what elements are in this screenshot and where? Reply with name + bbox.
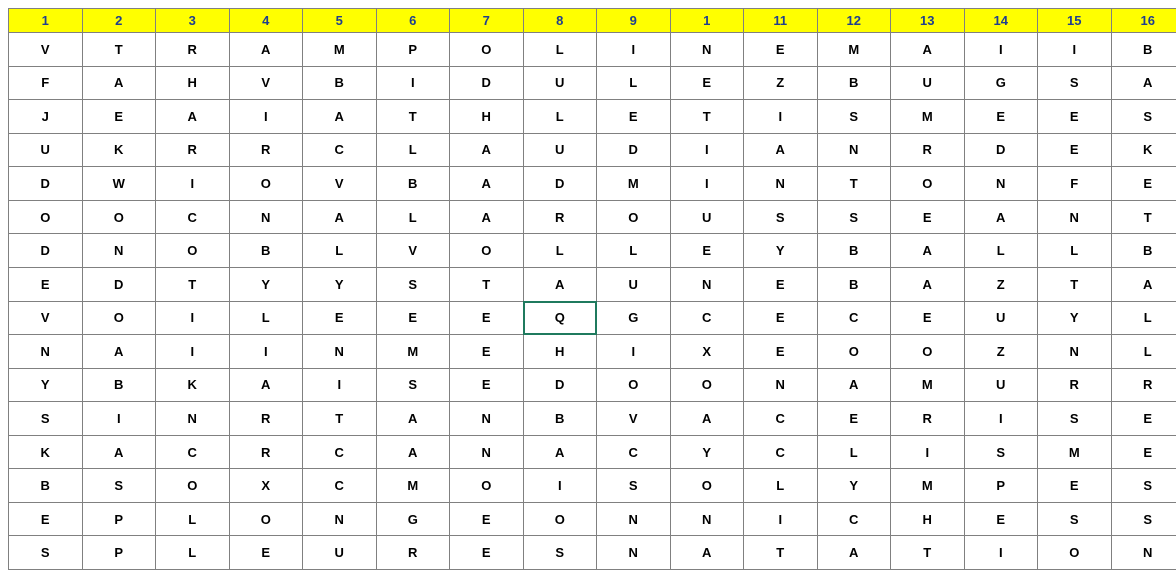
grid-cell[interactable]: C [744, 402, 818, 436]
grid-cell[interactable]: R [156, 33, 230, 67]
grid-cell[interactable]: E [376, 301, 450, 335]
grid-cell[interactable]: A [450, 167, 524, 201]
grid-cell[interactable]: O [82, 301, 156, 335]
grid-cell[interactable]: I [229, 335, 303, 369]
grid-cell[interactable]: L [376, 200, 450, 234]
grid-cell[interactable]: V [229, 66, 303, 100]
grid-cell[interactable]: M [891, 368, 965, 402]
grid-cell[interactable]: B [82, 368, 156, 402]
grid-cell[interactable]: A [670, 536, 744, 570]
grid-cell[interactable]: S [817, 100, 891, 134]
grid-cell[interactable]: A [156, 100, 230, 134]
grid-cell[interactable]: U [964, 301, 1038, 335]
grid-cell[interactable]: D [597, 133, 671, 167]
grid-cell[interactable]: Z [964, 267, 1038, 301]
grid-cell[interactable]: N [156, 402, 230, 436]
grid-cell[interactable]: O [1038, 536, 1112, 570]
grid-row [9, 200, 1176, 234]
grid-cell[interactable]: E [450, 335, 524, 369]
grid-cell[interactable]: E [303, 301, 377, 335]
grid-cell[interactable]: A [450, 133, 524, 167]
word-search-grid-container [8, 8, 1168, 570]
grid-cell[interactable]: G [964, 66, 1038, 100]
grid-cell[interactable]: N [1111, 536, 1176, 570]
grid-cell[interactable]: A [817, 368, 891, 402]
grid-cell[interactable]: O [450, 469, 524, 503]
grid-cell[interactable]: F [1038, 167, 1112, 201]
grid-cell[interactable]: E [891, 200, 965, 234]
grid-cell[interactable]: A [229, 33, 303, 67]
grid-cell[interactable]: N [303, 502, 377, 536]
grid-cell[interactable]: T [1111, 200, 1176, 234]
grid-cell[interactable]: O [82, 200, 156, 234]
grid-cell[interactable]: A [1111, 66, 1176, 100]
grid-cell[interactable]: O [597, 200, 671, 234]
grid-cell[interactable]: L [744, 469, 818, 503]
grid-cell[interactable]: M [597, 167, 671, 201]
grid-cell[interactable]: E [964, 502, 1038, 536]
grid-cell[interactable]: B [9, 469, 83, 503]
grid-cell[interactable]: X [670, 335, 744, 369]
grid-cell[interactable]: N [82, 234, 156, 268]
grid-cell[interactable]: C [303, 435, 377, 469]
grid-cell[interactable]: S [964, 435, 1038, 469]
grid-cell[interactable]: P [82, 502, 156, 536]
grid-cell[interactable]: S [817, 200, 891, 234]
grid-cell[interactable]: A [450, 200, 524, 234]
grid-cell[interactable]: I [597, 335, 671, 369]
grid-row [9, 301, 1176, 335]
grid-cell[interactable]: L [156, 502, 230, 536]
grid-cell[interactable]: E [1038, 100, 1112, 134]
grid-cell[interactable]: L [597, 66, 671, 100]
grid-cell[interactable]: S [523, 536, 597, 570]
grid-cell[interactable]: N [450, 402, 524, 436]
grid-cell[interactable]: M [1038, 435, 1112, 469]
column-header-11[interactable]: 11 [744, 9, 818, 33]
grid-cell[interactable]: N [670, 502, 744, 536]
grid-cell[interactable]: A [303, 200, 377, 234]
grid-cell[interactable]: C [156, 435, 230, 469]
grid-cell[interactable]: L [303, 234, 377, 268]
grid-cell[interactable]: E [450, 536, 524, 570]
grid-cell[interactable]: E [82, 100, 156, 134]
grid-cell[interactable]: E [9, 267, 83, 301]
grid-row [9, 100, 1176, 134]
grid-cell[interactable]: E [891, 301, 965, 335]
column-header-2[interactable]: 2 [82, 9, 156, 33]
grid-cell[interactable]: C [744, 435, 818, 469]
grid-cell[interactable]: I [156, 167, 230, 201]
grid-cell[interactable]: S [9, 536, 83, 570]
grid-cell[interactable]: H [891, 502, 965, 536]
grid-cell[interactable]: A [670, 402, 744, 436]
grid-cell[interactable]: G [376, 502, 450, 536]
grid-cell[interactable]: I [82, 402, 156, 436]
grid-cell[interactable]: E [229, 536, 303, 570]
grid-cell[interactable]: E [450, 502, 524, 536]
grid-cell[interactable]: Y [817, 469, 891, 503]
grid-cell[interactable]: R [1111, 368, 1176, 402]
grid-cell[interactable]: I [597, 33, 671, 67]
grid-cell[interactable]: E [744, 33, 818, 67]
grid-cell[interactable]: I [744, 502, 818, 536]
grid-cell[interactable]: A [523, 267, 597, 301]
grid-cell[interactable]: B [229, 234, 303, 268]
grid-cell[interactable]: P [964, 469, 1038, 503]
grid-cell[interactable]: O [670, 469, 744, 503]
grid-cell[interactable]: I [964, 402, 1038, 436]
grid-cell[interactable]: I [744, 100, 818, 134]
grid-cell[interactable]: I [303, 368, 377, 402]
grid-cell[interactable]: T [817, 167, 891, 201]
grid-cell[interactable]: O [597, 368, 671, 402]
grid-cell[interactable]: W [82, 167, 156, 201]
grid-cell[interactable]: E [670, 234, 744, 268]
grid-cell[interactable]: A [523, 435, 597, 469]
grid-cell[interactable]: C [597, 435, 671, 469]
grid-cell[interactable]: Y [9, 368, 83, 402]
grid-cell[interactable]: N [670, 267, 744, 301]
grid-cell[interactable]: Y [229, 267, 303, 301]
grid-cell[interactable]: B [817, 66, 891, 100]
grid-cell[interactable]: F [9, 66, 83, 100]
grid-cell[interactable]: O [523, 502, 597, 536]
grid-cell[interactable]: T [1038, 267, 1112, 301]
grid-cell[interactable]: U [523, 133, 597, 167]
grid-cell[interactable]: O [9, 200, 83, 234]
grid-cell[interactable]: S [1038, 66, 1112, 100]
grid-row [9, 267, 1176, 301]
grid-cell[interactable]: M [376, 335, 450, 369]
grid-cell[interactable]: U [597, 267, 671, 301]
grid-cell[interactable]: A [303, 100, 377, 134]
column-header-10[interactable]: 1 [670, 9, 744, 33]
grid-cell[interactable]: M [376, 469, 450, 503]
grid-cell[interactable]: R [891, 402, 965, 436]
grid-cell[interactable]: M [891, 100, 965, 134]
grid-cell[interactable]: I [376, 66, 450, 100]
grid-cell[interactable]: I [964, 33, 1038, 67]
grid-cell[interactable]: L [523, 100, 597, 134]
grid-cell[interactable]: O [156, 469, 230, 503]
grid-cell[interactable]: E [9, 502, 83, 536]
grid-cell[interactable]: E [744, 335, 818, 369]
grid-cell[interactable]: C [303, 469, 377, 503]
grid-cell[interactable]: O [450, 234, 524, 268]
grid-cell[interactable]: A [891, 267, 965, 301]
grid-cell[interactable]: E [744, 267, 818, 301]
grid-cell[interactable]: O [156, 234, 230, 268]
grid-cell[interactable]: A [964, 200, 1038, 234]
grid-cell[interactable]: I [670, 167, 744, 201]
grid-cell[interactable]: K [1111, 133, 1176, 167]
grid-cell[interactable]: C [670, 301, 744, 335]
grid-cell[interactable]: N [817, 133, 891, 167]
grid-cell[interactable]: E [1038, 133, 1112, 167]
column-header-6[interactable]: 6 [376, 9, 450, 33]
grid-cell[interactable]: T [744, 536, 818, 570]
column-header-4[interactable]: 4 [229, 9, 303, 33]
grid-cell[interactable]: R [229, 435, 303, 469]
grid-cell[interactable]: L [597, 234, 671, 268]
grid-cell[interactable]: L [1038, 234, 1112, 268]
grid-cell[interactable]: R [376, 536, 450, 570]
grid-cell[interactable]: I [964, 536, 1038, 570]
grid-cell[interactable]: I [891, 435, 965, 469]
grid-row [9, 33, 1176, 67]
grid-cell[interactable]: A [1111, 267, 1176, 301]
grid-cell[interactable]: S [1038, 502, 1112, 536]
grid-body [9, 33, 1176, 570]
grid-cell[interactable]: B [1111, 234, 1176, 268]
grid-cell[interactable]: O [670, 368, 744, 402]
grid-cell[interactable]: B [817, 267, 891, 301]
grid-cell[interactable]: O [817, 335, 891, 369]
column-header-3[interactable]: 3 [156, 9, 230, 33]
grid-cell[interactable]: A [82, 435, 156, 469]
grid-cell[interactable]: S [376, 368, 450, 402]
grid-cell[interactable]: X [229, 469, 303, 503]
grid-cell[interactable]: E [1111, 402, 1176, 436]
grid-cell[interactable]: C [817, 301, 891, 335]
grid-row [9, 502, 1176, 536]
grid-cell[interactable]: L [156, 536, 230, 570]
grid-cell[interactable]: V [376, 234, 450, 268]
grid-cell[interactable]: Z [964, 335, 1038, 369]
grid-cell[interactable]: G [597, 301, 671, 335]
grid-cell[interactable]: V [9, 301, 83, 335]
grid-row [9, 435, 1176, 469]
grid-cell[interactable]: N [303, 335, 377, 369]
grid-cell[interactable]: R [156, 133, 230, 167]
grid-cell[interactable]: S [376, 267, 450, 301]
grid-cell[interactable]: U [670, 200, 744, 234]
grid-cell[interactable]: N [9, 335, 83, 369]
grid-cell[interactable]: S [82, 469, 156, 503]
column-header-1[interactable]: 1 [9, 9, 83, 33]
grid-cell[interactable]: H [450, 100, 524, 134]
column-header-13[interactable]: 13 [891, 9, 965, 33]
grid-cell[interactable]: E [817, 402, 891, 436]
grid-cell[interactable]: S [597, 469, 671, 503]
grid-cell[interactable]: D [82, 267, 156, 301]
grid-cell[interactable]: L [1111, 335, 1176, 369]
grid-cell[interactable]: R [229, 402, 303, 436]
grid-cell[interactable]: O [229, 167, 303, 201]
grid-cell[interactable]: E [744, 301, 818, 335]
grid-cell[interactable]: A [82, 66, 156, 100]
grid-cell[interactable]: D [964, 133, 1038, 167]
word-search-grid[interactable] [8, 8, 1176, 570]
column-header-15[interactable]: 15 [1038, 9, 1112, 33]
grid-cell[interactable]: A [229, 368, 303, 402]
grid-cell[interactable]: N [670, 33, 744, 67]
grid-cell[interactable]: L [229, 301, 303, 335]
grid-row [9, 536, 1176, 570]
grid-row [9, 402, 1176, 436]
grid-cell[interactable]: U [9, 133, 83, 167]
grid-cell[interactable]: E [1111, 167, 1176, 201]
column-header-7[interactable]: 7 [450, 9, 524, 33]
grid-cell[interactable]: D [9, 234, 83, 268]
column-header-9[interactable]: 9 [597, 9, 671, 33]
grid-cell[interactable]: B [303, 66, 377, 100]
grid-cell[interactable]: M [817, 33, 891, 67]
grid-cell[interactable]: N [1038, 335, 1112, 369]
grid-cell[interactable]: T [376, 100, 450, 134]
grid-cell[interactable]: A [891, 33, 965, 67]
grid-cell[interactable]: Y [303, 267, 377, 301]
grid-cell[interactable]: I [670, 133, 744, 167]
column-header-row [9, 9, 1176, 33]
grid-cell[interactable]: H [156, 66, 230, 100]
grid-row [9, 469, 1176, 503]
grid-cell[interactable]: K [156, 368, 230, 402]
grid-cell[interactable]: B [376, 167, 450, 201]
grid-cell[interactable]: H [523, 335, 597, 369]
grid-cell[interactable]: I [1038, 33, 1112, 67]
grid-cell[interactable]: D [523, 167, 597, 201]
grid-cell[interactable]: D [450, 66, 524, 100]
grid-cell[interactable]: A [376, 402, 450, 436]
grid-cell[interactable]: P [376, 33, 450, 67]
grid-cell[interactable]: N [744, 368, 818, 402]
grid-cell[interactable]: I [229, 100, 303, 134]
grid-cell[interactable]: N [597, 536, 671, 570]
grid-cell[interactable]: T [891, 536, 965, 570]
grid-cell[interactable]: L [817, 435, 891, 469]
column-header-16[interactable]: 16 [1111, 9, 1176, 33]
grid-cell[interactable]: R [229, 133, 303, 167]
grid-cell[interactable]: R [891, 133, 965, 167]
grid-cell[interactable]: I [523, 469, 597, 503]
grid-cell[interactable]: N [450, 435, 524, 469]
grid-cell[interactable]: A [891, 234, 965, 268]
grid-cell[interactable]: N [964, 167, 1038, 201]
grid-cell[interactable]: J [9, 100, 83, 134]
grid-cell[interactable]: O [891, 335, 965, 369]
grid-cell[interactable]: N [597, 502, 671, 536]
grid-cell[interactable]: S [9, 402, 83, 436]
grid-cell[interactable]: A [744, 133, 818, 167]
grid-cell[interactable]: V [303, 167, 377, 201]
grid-cell[interactable]: N [1038, 200, 1112, 234]
grid-cell[interactable]: T [82, 33, 156, 67]
grid-cell[interactable]: Y [1038, 301, 1112, 335]
grid-cell[interactable]: T [670, 100, 744, 134]
grid-cell[interactable]: T [156, 267, 230, 301]
grid-cell[interactable]: S [744, 200, 818, 234]
column-header-12[interactable]: 12 [817, 9, 891, 33]
column-header-5[interactable]: 5 [303, 9, 377, 33]
grid-cell[interactable]: V [9, 33, 83, 67]
grid-cell[interactable]: K [9, 435, 83, 469]
grid-cell[interactable]: R [523, 200, 597, 234]
grid-cell[interactable]: U [964, 368, 1038, 402]
grid-cell[interactable]: O [891, 167, 965, 201]
grid-cell[interactable]: M [891, 469, 965, 503]
grid-cell[interactable]: A [82, 335, 156, 369]
grid-cell[interactable]: U [523, 66, 597, 100]
grid-cell[interactable]: A [376, 435, 450, 469]
grid-cell[interactable]: E [964, 100, 1038, 134]
grid-cell[interactable]: D [9, 167, 83, 201]
column-header-8[interactable]: 8 [523, 9, 597, 33]
grid-cell[interactable]: S [1038, 402, 1112, 436]
grid-cell[interactable]: I [156, 335, 230, 369]
grid-cell[interactable]: T [303, 402, 377, 436]
grid-cell[interactable]: L [523, 234, 597, 268]
grid-cell[interactable]: K [82, 133, 156, 167]
grid-cell[interactable]: B [523, 402, 597, 436]
grid-cell[interactable]: D [523, 368, 597, 402]
grid-cell[interactable]: U [891, 66, 965, 100]
grid-cell[interactable]: N [744, 167, 818, 201]
grid-row [9, 167, 1176, 201]
grid-cell[interactable]: L [523, 33, 597, 67]
grid-cell[interactable]: S [1111, 469, 1176, 503]
grid-cell[interactable]: S [1111, 502, 1176, 536]
grid-cell[interactable]: O [229, 502, 303, 536]
grid-cell[interactable]: R [1038, 368, 1112, 402]
grid-cell[interactable]: L [964, 234, 1038, 268]
grid-cell[interactable]: V [597, 402, 671, 436]
grid-cell[interactable]: U [303, 536, 377, 570]
grid-cell[interactable]: S [1111, 100, 1176, 134]
grid-cell[interactable]: I [156, 301, 230, 335]
grid-cell[interactable]: Y [744, 234, 818, 268]
grid-cell[interactable]: E [1111, 435, 1176, 469]
column-header-14[interactable]: 14 [964, 9, 1038, 33]
grid-cell[interactable]: B [817, 234, 891, 268]
grid-cell[interactable]: L [376, 133, 450, 167]
grid-cell[interactable]: A [817, 536, 891, 570]
grid-row [9, 133, 1176, 167]
grid-cell[interactable]: Y [670, 435, 744, 469]
grid-cell[interactable]: E [670, 66, 744, 100]
grid-cell[interactable]: T [450, 267, 524, 301]
grid-cell[interactable]: O [450, 33, 524, 67]
grid-row [9, 234, 1176, 268]
grid-cell[interactable]: E [597, 100, 671, 134]
grid-cell[interactable]: Z [744, 66, 818, 100]
grid-cell[interactable]: M [303, 33, 377, 67]
grid-cell[interactable]: C [817, 502, 891, 536]
grid-cell[interactable]: L [1111, 301, 1176, 335]
grid-row [9, 66, 1176, 100]
grid-row [9, 335, 1176, 369]
grid-cell[interactable]: E [450, 368, 524, 402]
grid-cell[interactable]: E [1038, 469, 1112, 503]
grid-cell[interactable]: B [1111, 33, 1176, 67]
grid-cell[interactable]: N [229, 200, 303, 234]
grid-cell[interactable]: C [156, 200, 230, 234]
grid-cell[interactable]: E [450, 301, 524, 335]
grid-row [9, 368, 1176, 402]
grid-cell[interactable]: C [303, 133, 377, 167]
grid-cell-selected[interactable]: Q [523, 301, 597, 335]
grid-cell[interactable]: P [82, 536, 156, 570]
